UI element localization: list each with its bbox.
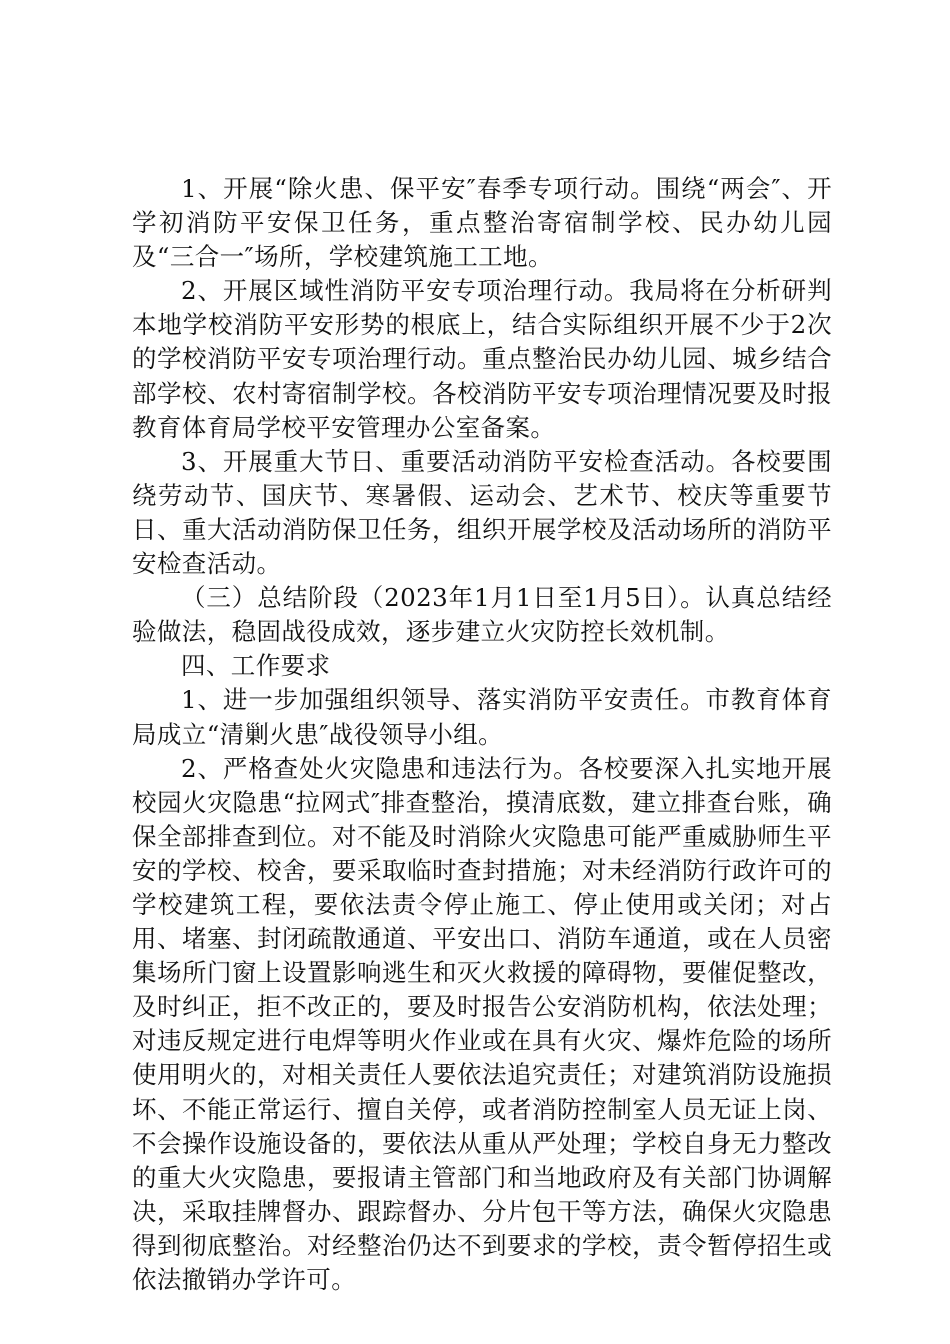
document-body bbox=[132, 172, 832, 1297]
paragraph-hazard-investigation: 2、严格查处火灾隐患和违法行为。各校要深入扎实地开展校园火灾隐患“拉网式″排查整治，摸清底数，建立排查台账，确保全部排查到位。对不能及时消除火灾隐患可能严重威胁师生平安的学校、校舍，要采取临时查封措施；对未经消防行政许可的学校建筑工程，要依法责令停止施工、停止使用或关闭；对占用、堵塞、封闭疏散通道、平安出口、消防车通道，或在人员密集场所门窗上设置影响逃生和灭火救援的障碍物，要催促整改，及时纠正，拒不改正的，要及时报告公安消防机构，依法处理；对违反规定进行电焊等明火作业或在具有火灾、爆炸危险的场所使用明火的，对相关责任人要依法追究责任；对建筑消防设施损坏、不能正常运行、擅自关停，或者消防控制室人员无证上岗、不会操作设施设备的，要依法从重从严处理；学校自身无力整改的重大火灾隐患，要报请主管部门和当地政府及有关部门协调解决，采取挂牌督办、跟踪督办、分片包干等方法，确保火灾隐患得到彻底整治。对经整治仍达不到要求的学校，责令暂停招生或依法撤销办学许可。 bbox=[132, 753, 832, 1294]
paragraph-organization-leadership: 1、进一步加强组织领导、落实消防平安责任。市教育体育局成立“清剿火患″战役领导小组。 bbox=[132, 685, 832, 749]
paragraph-holiday-inspection: 3、开展重大节日、重要活动消防平安检查活动。各校要围绕劳动节、国庆节、寒暑假、运动会、艺术节、校庆等重要节日、重大活动消防保卫任务，组织开展学校及活动场所的消防平安检查活动。 bbox=[132, 446, 832, 579]
section-heading-work-requirements: 四、工作要求 bbox=[181, 651, 331, 681]
paragraph-spring-campaign: 1、开展“除火患、保平安″春季专项行动。围绕“两会″、开学初消防平安保卫任务，重点整治寄宿制学校、民办幼儿园及“三合一″场所，学校建筑施工工地。 bbox=[132, 174, 832, 272]
paragraph-regional-governance: 2、开展区域性消防平安专项治理行动。我局将在分析研判本地学校消防平安形势的根底上，结合实际组织开展不少于2次的学校消防平安专项治理行动。重点整治民办幼儿园、城乡结合部学校、农村寄宿制学校。各校消防平安专项治理情况要及时报教育体育局学校平安管理办公室备案。 bbox=[132, 276, 832, 442]
paragraph-summary-stage: （三）总结阶段（2023年1月1日至1月5日）。认真总结经验做法，稳固战役成效，逐步建立火灾防控长效机制。 bbox=[132, 583, 832, 647]
